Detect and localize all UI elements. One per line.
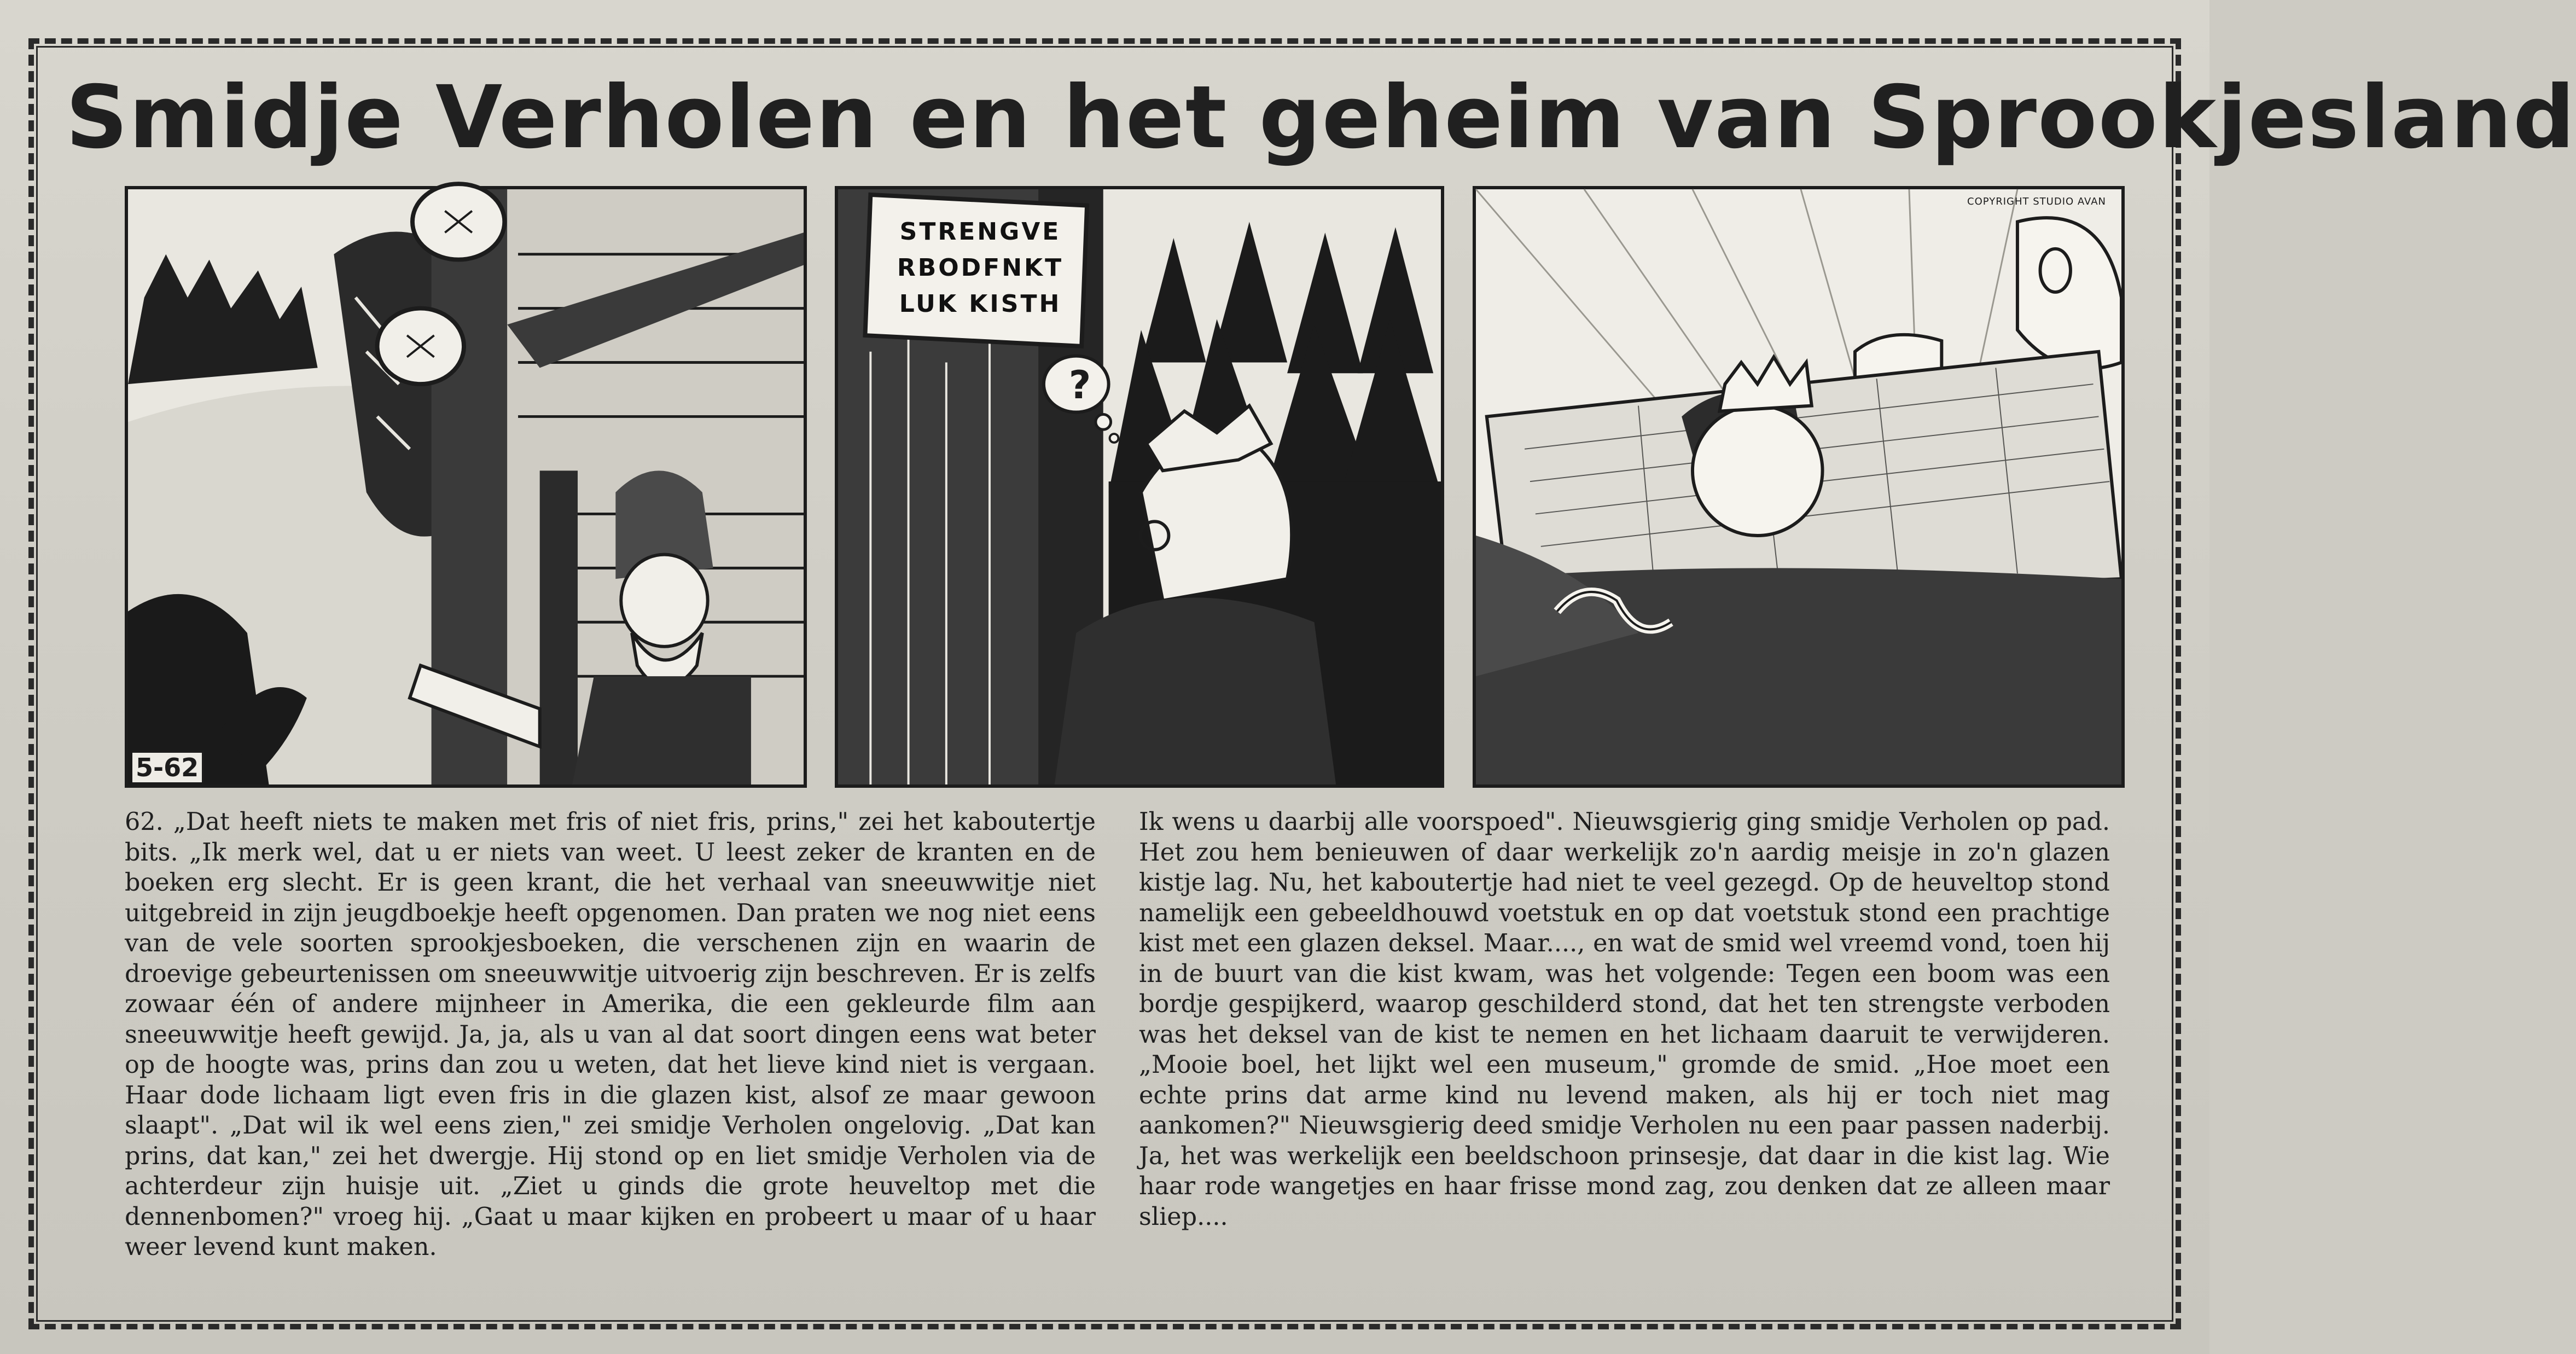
panel-3-illustration	[1476, 189, 2121, 784]
comic-panel-2	[835, 186, 1444, 788]
warning-sign-text	[887, 214, 1073, 322]
comic-title: Smidje Verholen en het geheim van Sprookjesland	[66, 67, 2576, 168]
story-text-left-column	[125, 807, 1096, 1263]
comic-panel-3	[1473, 186, 2125, 788]
copyright-notice: COPYRIGHT STUDIO AVAN	[1967, 196, 2106, 207]
story-text-right-column	[1139, 807, 2110, 1232]
sign-line-2: RBODFNKT	[897, 254, 1064, 282]
sign-line-1: STRENGVE	[899, 218, 1061, 246]
comic-panel-1	[125, 186, 807, 788]
thought-bubble-question: ?	[1068, 363, 1091, 408]
story-paragraph-left: 62. „Dat heeft niets te maken met fris of niet fris, prins," zei het kaboutertje bits. „Ik merk wel, dat u er niets van weet. U leest zeker de kranten en de boeken erg slecht. Er is geen krant, die het verhaal van sneeuwwitje niet uitgebreid in zijn jeugdboekje heeft opgenomen. Dan praten we nog niet eens van de vele soorten sprookjesboeken, die verschenen zijn en waarin de droevige gebeurtenissen om sneeuwwitje uitvoerig zijn beschreven. Er is zelfs zowaar één of andere mijnheer in Amerika, die een gekleurde film aan sneeuwwitje heeft gewijd. Ja, ja, als u van al dat soort dingen eens wat beter op de hoogte was, prins dan zou u weten, dat het lieve kind niet is vergaan. Haar dode lichaam ligt even fris in die glazen kist, alsof ze maar gewoon slaapt". „Dat wil ik wel eens zien," zei smidje Verholen ongelovig. „Dat kan prins, dat kan," zei het dwergje. Hij stond op en liet smidje Verholen via de achterdeur zijn huisje uit. „Ziet u ginds die grote heuveltop met die dennenbomen?" vroeg hij. „Gaat u maar kijken en probeert u maar of u haar weer levend kunt maken.	[125, 808, 1096, 1261]
panel-1-illustration	[128, 189, 804, 784]
sign-line-3: LUK KISTH	[899, 290, 1062, 318]
strip-code-label: 5-62	[132, 751, 204, 782]
story-paragraph-right: Ik wens u daarbij alle voorspoed". Nieuwsgierig ging smidje Verholen op pad. Het zou hem benieuwen of daar werkelijk zo'n aardig meisje in zo'n glazen kistje lag. Nu, het kaboutertje had niet te veel gezegd. Op de heuveltop stond namelijk een gebeeldhouwd voetstuk en op dat voetstuk stond een prachtige kist met een glazen deksel. Maar...., en wat de smid wel vreemd vond, toen hij in de buurt van die kist kwam, was het volgende: Tegen een boom was een bordje gespijkerd, waarop geschilderd stond, dat het ten strengste verboden was het deksel van de kist te nemen en het lichaam daaruit te verwijderen. „Mooie boel, het lijkt wel een museum," gromde de smid. „Hoe moet een echte prins dat arme kind nu levend maken, als hij er toch niet mag aankomen?" Nieuwsgierig deed smidje Verholen nu een paar passen naderbij. Ja, het was werkelijk een beeldschoon prinsesje, dat daar in die kist lag. Wie haar rode wangetjes en haar frisse mond zag, zou denken dat ze alleen maar sliep....	[1139, 808, 2110, 1231]
